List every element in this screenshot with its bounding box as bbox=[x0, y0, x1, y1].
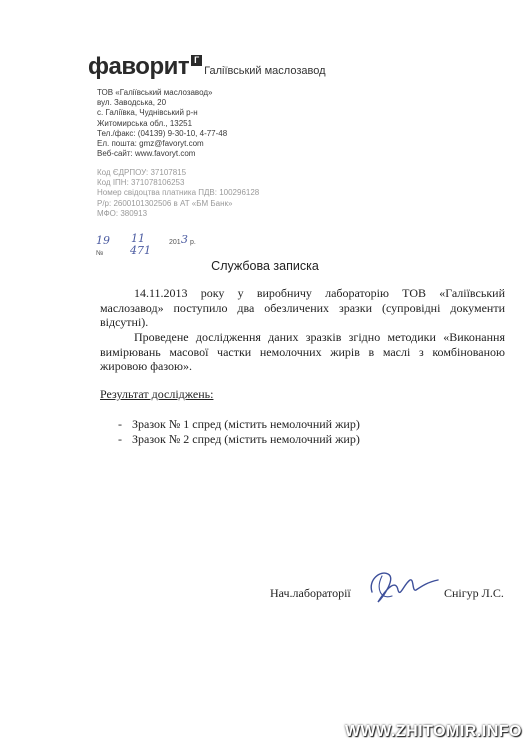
ref-year-handwritten: 3 bbox=[181, 233, 188, 246]
letterhead-logo bbox=[88, 53, 326, 81]
address-line: Тел./факс: (04139) 9-30-10, 4-77-48 bbox=[97, 128, 228, 138]
handwritten-signature bbox=[358, 566, 444, 610]
paragraph-2-text: Проведене дослідження даних зразків згідно методики «Виконання вимірювань масової частки немолочних жирів в маслі з комбінованою жировою фазою». bbox=[100, 330, 505, 373]
brand-subtitle: Галіївський маслозавод bbox=[204, 65, 326, 77]
address-line: Веб-сайт: www.favoryt.com bbox=[97, 149, 196, 159]
ref-number: 471 bbox=[130, 244, 151, 257]
code-line: Код ІПН: 371078106253 bbox=[97, 178, 185, 188]
brand-mark: Г bbox=[191, 55, 202, 66]
code-line: МФО: 380913 bbox=[97, 208, 148, 218]
signatory-name: Снігур Л.С. bbox=[444, 586, 504, 600]
result-item-2: Зразок № 2 спред (містить немолочний жир) bbox=[132, 432, 360, 446]
code-line: Код ЄДРПОУ: 37107815 bbox=[97, 168, 187, 177]
result-item-1: Зразок № 1 спред (містить немолочний жир) bbox=[132, 417, 360, 431]
paragraph-2 bbox=[100, 330, 505, 374]
company-address bbox=[97, 88, 227, 159]
paragraph-1-text: 14.11.2013 року у виробничу лабораторію ТОВ «Галіївський маслозавод» поступило два обезличених зразки (супровідні документи відсутні). bbox=[100, 286, 505, 329]
ref-year-suffix: р. bbox=[190, 239, 196, 246]
address-line: Житомирська обл., 13251 bbox=[97, 118, 193, 128]
document-title: Службова записка bbox=[211, 259, 319, 273]
code-line: Р/р: 2600101302506 в АТ «БМ Банк» bbox=[97, 198, 233, 208]
site-watermark: WWW.ZHITOMIR.INFO bbox=[344, 723, 522, 740]
brand-name: фаворит bbox=[88, 53, 190, 80]
ref-year-printed: 201 bbox=[169, 239, 181, 246]
document-reference bbox=[96, 232, 246, 258]
signatory-position: Нач.лабораторії bbox=[270, 586, 351, 600]
address-line: ТОВ «Галіївський маслозавод» bbox=[97, 88, 213, 97]
list-item: - Зразок № 2 спред (містить немолочний жир) bbox=[118, 432, 360, 446]
ref-number-label: № bbox=[96, 250, 104, 257]
address-line: вул. Заводська, 20 bbox=[97, 98, 167, 108]
ref-month: 11 bbox=[131, 232, 145, 245]
address-line: Ел. пошта: gmz@favoryt.com bbox=[97, 139, 204, 149]
list-item: - Зразок № 1 спред (містить немолочний жир) bbox=[118, 417, 360, 431]
ref-day: 19 bbox=[96, 234, 110, 247]
results-heading: Результат досліджень: bbox=[100, 387, 214, 401]
code-line: Номер свідоцтва платника ПДВ: 100296128 bbox=[97, 188, 260, 198]
paragraph-1 bbox=[100, 286, 505, 330]
company-codes bbox=[97, 168, 259, 219]
address-line: с. Галіївка, Чуднівський р-н bbox=[97, 108, 198, 118]
